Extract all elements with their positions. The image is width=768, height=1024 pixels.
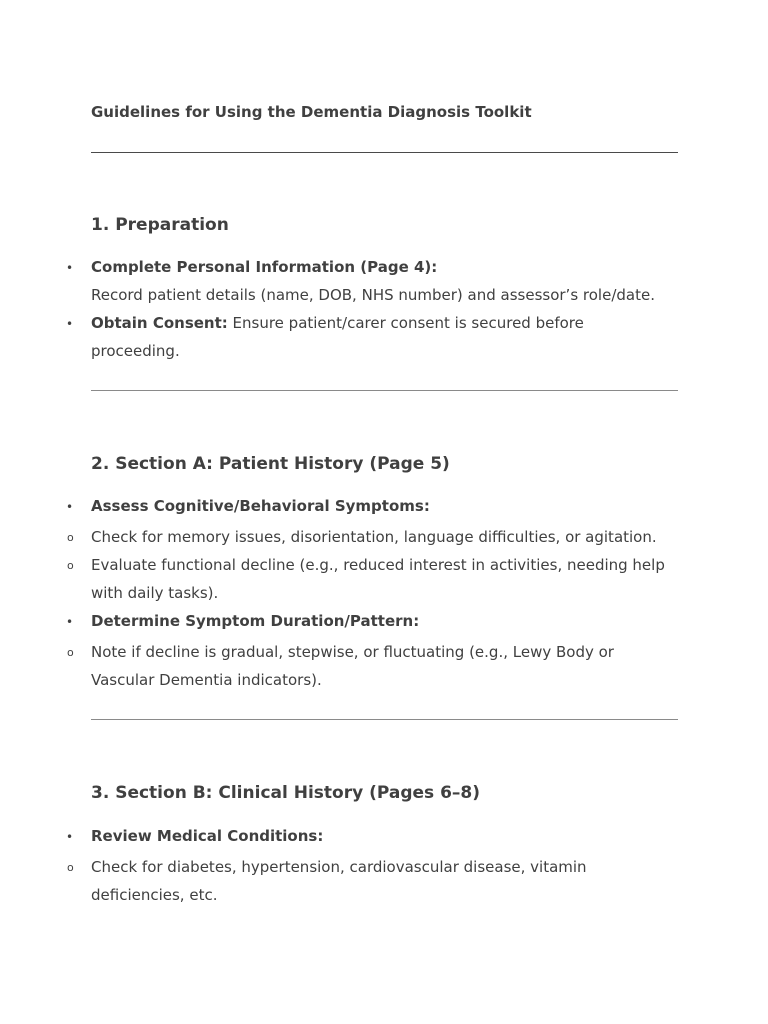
sub-list-item-continued: deficiencies, etc. <box>91 886 218 904</box>
divider <box>91 390 678 391</box>
list-item-label: Obtain Consent: <box>91 314 228 332</box>
list-item-text: proceeding. <box>91 342 180 360</box>
sub-list-item-continued: Vascular Dementia indicators). <box>91 671 322 689</box>
section-heading-clinical-history: 3. Section B: Clinical History (Pages 6–8) <box>91 783 481 803</box>
sub-bullet-icon: o <box>67 559 74 572</box>
bullet-icon: • <box>66 317 74 331</box>
sub-list-item: Check for memory issues, disorientation, language difficulties, or agitation. <box>91 528 657 546</box>
list-item-text: Ensure patient/carer consent is secured before <box>227 314 584 332</box>
list-item-medical-conditions <box>91 826 691 846</box>
bullet-icon: • <box>66 500 74 514</box>
sub-list-item: Check for diabetes, hypertension, cardiovascular disease, vitamin <box>91 858 587 876</box>
bullet-icon: • <box>66 261 74 275</box>
list-item-text: Record patient details (name, DOB, NHS number) and assessor’s role/date. <box>91 286 655 304</box>
sub-bullet-icon: o <box>67 531 74 544</box>
list-item-symptom-duration <box>91 611 691 631</box>
list-item-personal-info <box>91 257 691 277</box>
list-item-label: Assess Cognitive/Behavioral Symptoms: <box>91 497 430 515</box>
bullet-icon: • <box>66 830 74 844</box>
sub-list-item-continued: with daily tasks). <box>91 584 219 602</box>
divider <box>91 719 678 720</box>
list-item-consent <box>91 313 691 333</box>
sub-list-item: Note if decline is gradual, stepwise, or fluctuating (e.g., Lewy Body or <box>91 643 614 661</box>
sub-list-item: Evaluate functional decline (e.g., reduced interest in activities, needing help <box>91 556 665 574</box>
sub-bullet-icon: o <box>67 646 74 659</box>
bullet-icon: • <box>66 615 74 629</box>
section-heading-patient-history: 2. Section A: Patient History (Page 5) <box>91 454 450 474</box>
sub-bullet-icon: o <box>67 861 74 874</box>
list-item-label: Determine Symptom Duration/Pattern: <box>91 612 420 630</box>
list-item-label: Review Medical Conditions: <box>91 827 324 845</box>
section-heading-preparation: 1. Preparation <box>91 215 229 235</box>
document-title: Guidelines for Using the Dementia Diagnosis Toolkit <box>91 103 532 121</box>
list-item-label: Complete Personal Information (Page 4): <box>91 258 438 276</box>
divider <box>91 152 678 153</box>
list-item-cognitive-symptoms <box>91 496 691 516</box>
